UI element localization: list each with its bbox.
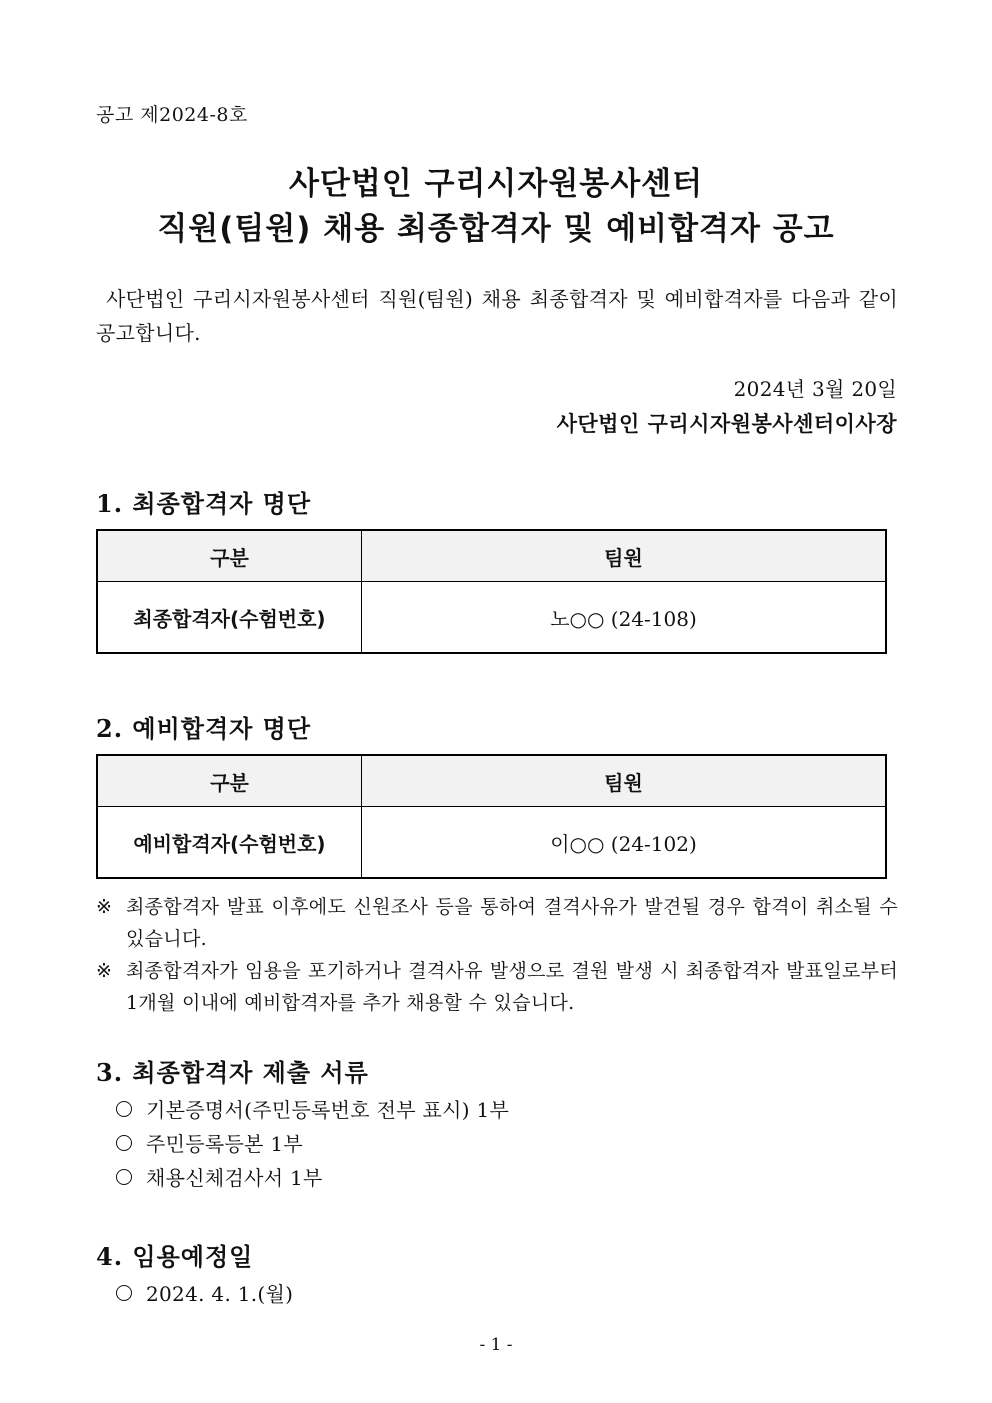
intro-paragraph: 사단법인 구리시자원봉사센터 직원(팀원) 채용 최종합격자 및 예비합격자를 다음과 같이 공고합니다.	[96, 287, 898, 345]
table-header-cell: 구분	[97, 530, 362, 582]
circle-bullet-icon	[116, 1101, 132, 1117]
table-header-row	[97, 755, 886, 807]
circle-bullet-icon	[116, 1285, 132, 1301]
announcement-date: 2024년 3월 20일	[733, 377, 897, 401]
section-heading-appointment-date: 4. 임용예정일	[96, 1242, 254, 1271]
table-row	[97, 807, 886, 879]
list-item	[116, 1094, 509, 1123]
note-text: 최종합격자가 임용을 포기하거나 결격사유 발생으로 결원 발생 시 최종합격자 발표일로부터 1개월 이내에 예비합격자를 추가 채용할 수 있습니다.	[126, 960, 898, 1014]
note-text: 최종합격자 발표 이후에도 신원조사 등을 통하여 결격사유가 발견될 경우 합격이 취소될 수 있습니다.	[126, 896, 898, 950]
page-number: - 1 -	[479, 1335, 513, 1355]
note-item	[96, 955, 898, 1019]
table-header-row	[97, 530, 886, 582]
document-title-line2: 직원(팀원) 채용 최종합격자 및 예비합격자 공고	[157, 211, 835, 247]
note-item	[96, 891, 898, 955]
document-title-line1: 사단법인 구리시자원봉사센터	[288, 166, 704, 202]
list-item	[116, 1162, 323, 1191]
table-cell-value: 이○○ (24-102)	[362, 807, 887, 879]
table-header-cell: 팀원	[362, 530, 887, 582]
table-cell-label: 예비합격자(수험번호)	[97, 807, 362, 879]
issuer-name: 사단법인 구리시자원봉사센터이사장	[556, 411, 897, 436]
reference-mark: ※	[96, 896, 113, 918]
list-item-text: 채용신체검사서 1부	[146, 1166, 323, 1190]
list-item-text: 기본증명서(주민등록번호 전부 표시) 1부	[146, 1098, 510, 1122]
table-cell-value: 노○○ (24-108)	[362, 582, 887, 654]
circle-bullet-icon	[116, 1135, 132, 1151]
table-header-cell: 팀원	[362, 755, 887, 807]
section-heading-reserve-passers: 2. 예비합격자 명단	[96, 714, 312, 743]
final-passers-table	[96, 529, 887, 654]
circle-bullet-icon	[116, 1169, 132, 1185]
notes-block	[96, 891, 898, 1019]
reserve-passers-table	[96, 754, 887, 879]
list-item	[116, 1278, 293, 1307]
table-row	[97, 582, 886, 654]
notice-number: 공고 제2024-8호	[96, 104, 248, 126]
section-heading-final-passers: 1. 최종합격자 명단	[96, 489, 312, 518]
table-header-cell: 구분	[97, 755, 362, 807]
list-item-text: 주민등록등본 1부	[146, 1132, 304, 1156]
reference-mark: ※	[96, 960, 113, 982]
list-item-text: 2024. 4. 1.(월)	[146, 1282, 294, 1306]
section-heading-documents: 3. 최종합격자 제출 서류	[96, 1058, 369, 1087]
list-item	[116, 1128, 303, 1157]
table-cell-label: 최종합격자(수험번호)	[97, 582, 362, 654]
